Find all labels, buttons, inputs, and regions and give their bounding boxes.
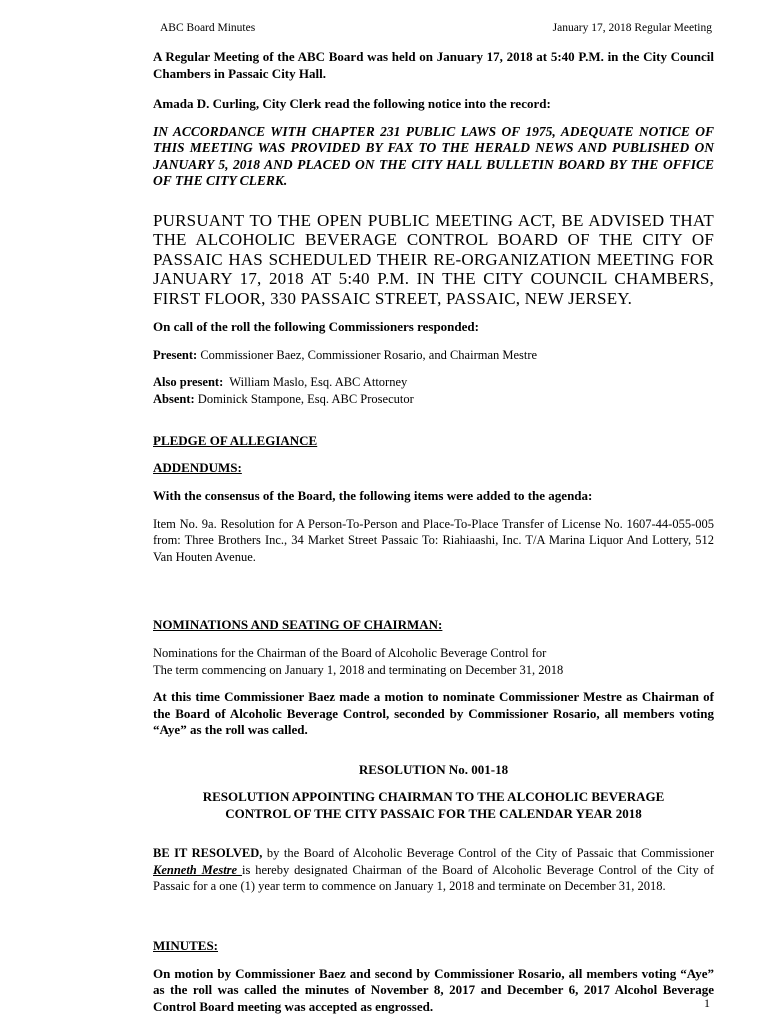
consensus-line: With the consensus of the Board, the following items were added to the agenda: (153, 488, 593, 503)
resolved-text-1: by the Board of Alcoholic Beverage Control of the City of Passaic that Commissioner (262, 846, 714, 860)
resolved-text-2: is hereby designated Chairman of the Board of Alcoholic Beverage Control of the City of Passaic for a one (1) year term to commence on January 1, 2018 and terminate on December 31, 2018. (153, 862, 714, 893)
page-number: 1 (704, 996, 710, 1010)
present-line (153, 347, 714, 364)
addendums-heading: ADDENDUMS: (153, 460, 242, 475)
resolution-title-line-2: CONTROL OF THE CITY PASSAIC FOR THE CALENDAR YEAR 2018 (225, 805, 642, 821)
clerk-line: Amada D. Curling, City Clerk read the following notice into the record: (153, 96, 551, 111)
header-left: ABC Board Minutes (160, 22, 256, 34)
pursuant-paragraph: PURSUANT TO THE OPEN PUBLIC MEETING ACT, BE ADVISED THAT THE ALCOHOLIC BEVERAGE CONTROL BOARD OF THE CITY OF PASSAIC HAS SCHEDULED THEIR RE-ORGANIZATION MEETING FOR JANUARY 17, 2018 AT 5:40 P.M. IN THE CITY COUNCIL CHAMBERS, FIRST FLOOR, 330 PASSAIC STREET, PASSAIC, NEW JERSEY. (153, 210, 714, 308)
absent-line (153, 391, 714, 408)
absent-label: Absent: (153, 391, 195, 406)
also-present-line (153, 374, 714, 391)
resolution-number: RESOLUTION No. 001-18 (358, 761, 509, 777)
roll-call-line: On call of the roll the following Commissioners responded: (153, 319, 479, 334)
nominations-heading: NOMINATIONS AND SEATING OF CHAIRMAN: (153, 617, 443, 632)
pledge-heading: PLEDGE OF ALLEGIANCE (153, 433, 318, 448)
also-present-value: William Maslo, Esq. ABC Attorney (229, 375, 408, 389)
nominations-line-2: The term commencing on January 1, 2018 and terminating on December 31, 2018 (153, 662, 564, 677)
motion-paragraph: At this time Commissioner Baez made a motion to nominate Commissioner Mestre as Chairman of the Board of Alcoholic Beverage Control, seconded by Commissioner Rosario, all members voting “Aye” as the roll was called. (153, 689, 714, 737)
also-present-label: Also present: (153, 375, 224, 389)
present-value: Commissioner Baez, Commissioner Rosario, and Chairman Mestre (200, 347, 538, 362)
resolution-title-line-1: RESOLUTION APPOINTING CHAIRMAN TO THE ALCOHOLIC BEVERAGE (202, 789, 665, 804)
present-label: Present: (153, 347, 198, 362)
chairman-name: Kenneth Mestre (153, 862, 242, 877)
intro-paragraph: A Regular Meeting of the ABC Board was held on January 17, 2018 at 5:40 P.M. in the City Council Chambers in Passaic City Hall. (153, 49, 714, 81)
notice-paragraph: IN ACCORDANCE WITH CHAPTER 231 PUBLIC LAWS OF 1975, ADEQUATE NOTICE OF THIS MEETING WAS PROVIDED BY FAX TO THE HERALD NEWS AND PUBLISHED ON JANUARY 5, 2018 AND PLACED ON THE CITY HALL BULLETIN BOARD BY THE OFFICE OF THE CITY CLERK. (153, 123, 714, 188)
resolved-label: BE IT RESOLVED, (153, 846, 263, 860)
resolved-paragraph (153, 845, 714, 895)
page-header (160, 22, 712, 38)
minutes-heading: MINUTES: (153, 937, 219, 953)
minutes-paragraph: On motion by Commissioner Baez and second by Commissioner Rosario, all members voting “Aye” as the roll was called the minutes of November 8, 2017 and December 6, 2017 Alcohol Beverage Control Board meeting was accepted as engrossed. (153, 965, 714, 1014)
document-body (153, 49, 714, 1015)
absent-value: Dominick Stampone, Esq. ABC Prosecutor (197, 391, 414, 406)
header-right: January 17, 2018 Regular Meeting (552, 22, 712, 34)
addendum-item: Item No. 9a. Resolution for A Person-To-Person and Place-To-Place Transfer of License No. 1607-44-055-005 from: Three Brothers Inc., 34 Market Street Passaic To: Riahiaashi, Inc. T/A Marina Liquor And Lottery, 512 Van Houten Avenue. (153, 516, 714, 564)
nominations-line-1: Nominations for the Chairman of the Board of Alcoholic Beverage Control for (153, 646, 547, 660)
